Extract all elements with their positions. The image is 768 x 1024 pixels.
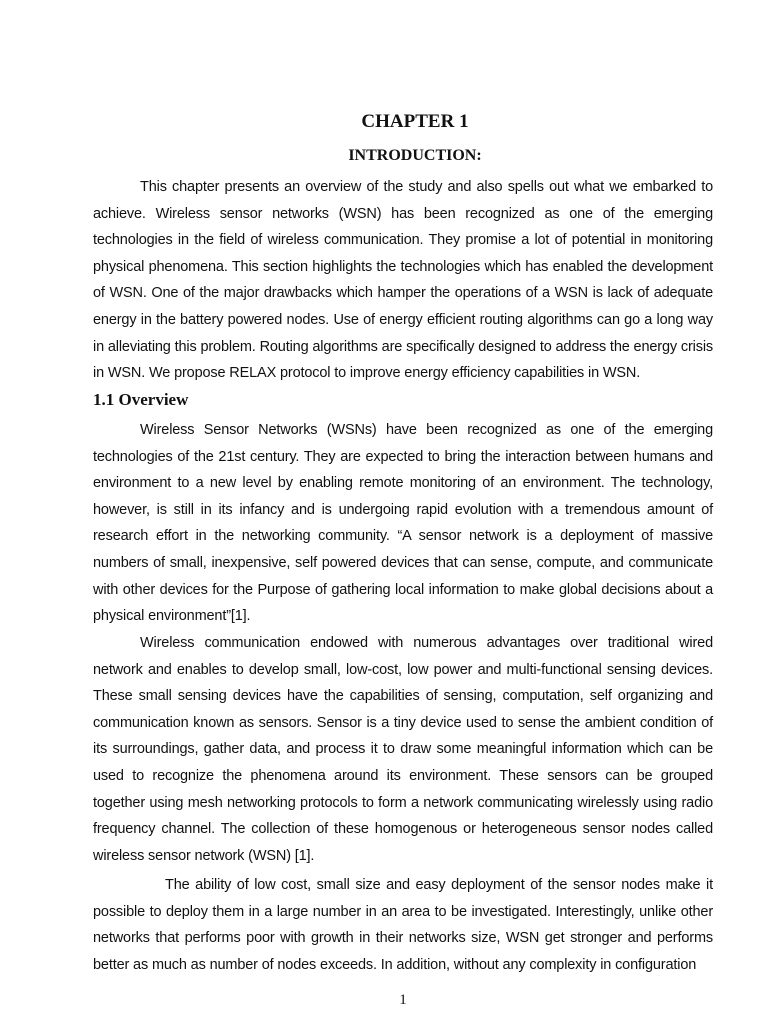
overview-paragraph: Wireless Sensor Networks (WSNs) have been recognized as one of the emerging technologies of the 21st century. They are expected to bring the interaction between humans and environment to a new level by enabling remote monitoring of an environment. The technology, however, is still in its infancy and is undergoing rapid evolution with a tremendous amount of research effort in the networking community. “A sensor network is a deployment of massive numbers of small, inexpensive, self powered devices that can sense, compute, and communicate with other devices for the Purpose of gathering local information to make global decisions about a physical environment”[1]. [93, 422, 713, 625]
intro-paragraph: This chapter presents an overview of the study and also spells out what we embarked to achieve. Wireless sensor networks (WSN) has been recognized as one of the emerging technologies in the field of wireless communication. They promise a lot of potential in monitoring physical phenomena. This section highlights the technologies which has enabled the development of WSN. One of the major drawbacks which hamper the operations of a WSN is lack of adequate energy in the battery powered nodes. Use of energy efficient routing algorithms can go a long way in alleviating this problem. Routing algorithms are specifically designed to address the energy crisis in WSN. We propose RELAX protocol to improve energy efficiency capabilities in WSN. [93, 179, 713, 382]
wireless-communication-paragraph: Wireless communication endowed with numerous advantages over traditional wired network and enables to develop small, low-cost, low power and multi-functional sensing devices. These small sensing devices have the capabilities of sensing, computation, self organizing and communication known as sensors. Sensor is a tiny device used to sense the ambient condition of its surroundings, gather data, and process it to draw some meaningful information which can be used to recognize the phenomena around its environment. These sensors can be grouped together using mesh networking protocols to form a network communicating wirelessly using radio frequency channel. The collection of these homogenous or heterogeneous sensor nodes called wireless sensor network (WSN) [1]. [93, 635, 713, 864]
chapter-title: CHAPTER 1 [361, 111, 469, 132]
ability-paragraph: The ability of low cost, small size and easy deployment of the sensor nodes make it possible to deploy them in a large number in an area to be investigated. Interestingly, unlike other networks that performs poor with growth in their networks size, WSN get stronger and performs better as much as number of nodes exceeds. In addition, without any complexity in configuration [93, 877, 713, 973]
page-number: 1 [399, 992, 407, 1008]
introduction-heading: INTRODUCTION: [348, 147, 482, 164]
overview-heading: 1.1 Overview [93, 390, 189, 409]
